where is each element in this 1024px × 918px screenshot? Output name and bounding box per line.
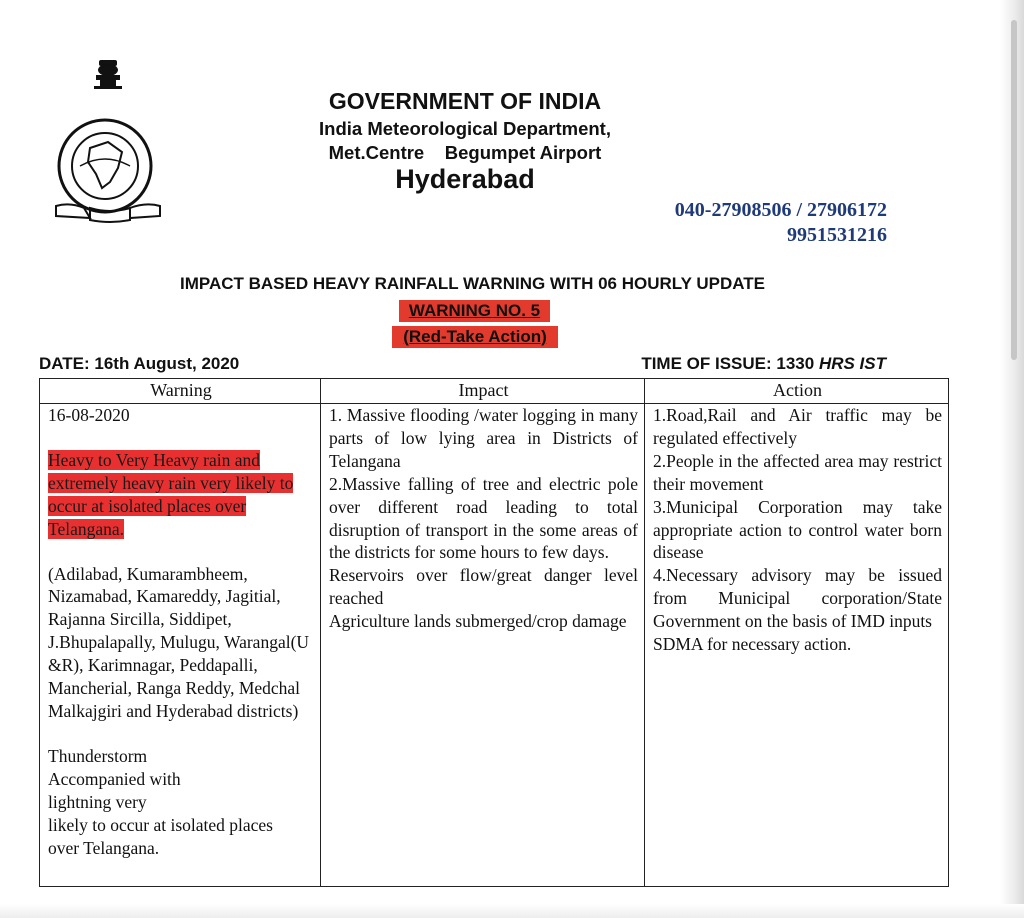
table-header-row bbox=[40, 379, 949, 404]
impact-item: 1. Massive flooding /water logging in many parts of low lying area in Districts of Telangana bbox=[329, 405, 638, 471]
issue-time-zone: HRS IST bbox=[818, 354, 886, 373]
imd-emblem-icon bbox=[50, 56, 170, 226]
spacer bbox=[48, 723, 314, 745]
warning-table bbox=[39, 378, 949, 887]
thunderstorm-line: over Telangana. bbox=[48, 837, 160, 858]
warning-number-badge: WARNING NO. 5 bbox=[399, 300, 550, 322]
thunderstorm-line: lightning very bbox=[48, 791, 147, 812]
imd-emblem-logo bbox=[50, 56, 170, 226]
warning-category-badge: (Red-Take Action) bbox=[392, 326, 558, 348]
centre-name: Met.Centre Begumpet Airport bbox=[328, 142, 602, 163]
warning-districts: (Adilabad, Kumarambheem, Nizamabad, Kamareddy, Jagitial, Rajanna Sircilla, Siddipet, J.Bhupalapally, Mulugu, Warangal(U &R), Karimnagar, Peddapalli, Mancherial, Ranga Reddy, Medchal Malkajgiri and Hyderabad districts) bbox=[48, 563, 310, 721]
header-action: Action bbox=[645, 379, 949, 404]
bulletin-title: IMPACT BASED HEAVY RAINFALL WARNING WITH 06 HOURLY UPDATE bbox=[180, 274, 765, 293]
table-row bbox=[40, 404, 949, 887]
action-item: SDMA for necessary action. bbox=[653, 634, 852, 655]
impact-item: Agriculture lands submerged/crop damage bbox=[329, 611, 627, 632]
action-item: 2.People in the affected area may restrict their movement bbox=[653, 450, 942, 494]
header-warning: Warning bbox=[40, 379, 321, 404]
phone-numbers: 040-27908506 / 27906172 bbox=[674, 199, 887, 221]
action-item: 3.Municipal Corporation may take appropriate action to control water born disease bbox=[653, 496, 942, 563]
issue-date: DATE: 16th August, 2020 bbox=[39, 354, 240, 373]
government-title: GOVERNMENT OF INDIA bbox=[328, 88, 602, 114]
spacer bbox=[48, 427, 314, 449]
warning-cell bbox=[40, 404, 321, 887]
page-bottom-edge bbox=[0, 904, 1024, 918]
scrollbar-thumb[interactable] bbox=[1011, 20, 1017, 360]
impact-item: Reservoirs over flow/great danger level reached bbox=[329, 565, 638, 609]
action-cell bbox=[645, 404, 949, 887]
thunderstorm-line: Accompanied with bbox=[48, 768, 181, 789]
impact-cell bbox=[321, 404, 645, 887]
warning-date: 16-08-2020 bbox=[48, 405, 130, 425]
issue-time bbox=[641, 354, 886, 374]
action-item: 4.Necessary advisory may be issued from Municipal corporation/State Government on the basis of IMD inputs bbox=[653, 565, 942, 632]
department-name: India Meteorological Department, bbox=[319, 118, 611, 139]
mobile-number: 9951531216 bbox=[787, 224, 887, 246]
header-impact: Impact bbox=[321, 379, 645, 404]
impact-item: 2.Massive falling of tree and electric pole over different road leading to total disruption of transport in the some areas of the districts for some hours to few days. bbox=[329, 473, 638, 563]
warning-highlight bbox=[48, 449, 314, 541]
issue-time-value: TIME OF ISSUE: 1330 bbox=[641, 354, 815, 373]
thunderstorm-line: likely to occur at isolated places bbox=[48, 814, 273, 835]
spacer bbox=[48, 541, 314, 563]
thunderstorm-line: Thunderstorm bbox=[48, 745, 148, 766]
city-name: Hyderabad bbox=[395, 164, 535, 194]
action-item: 1.Road,Rail and Air traffic may be regulated effectively bbox=[653, 405, 942, 448]
warning-highlight-text: Heavy to Very Heavy rain and extremely heavy rain very likely to occur at isolated places over Telangana. bbox=[48, 449, 294, 539]
